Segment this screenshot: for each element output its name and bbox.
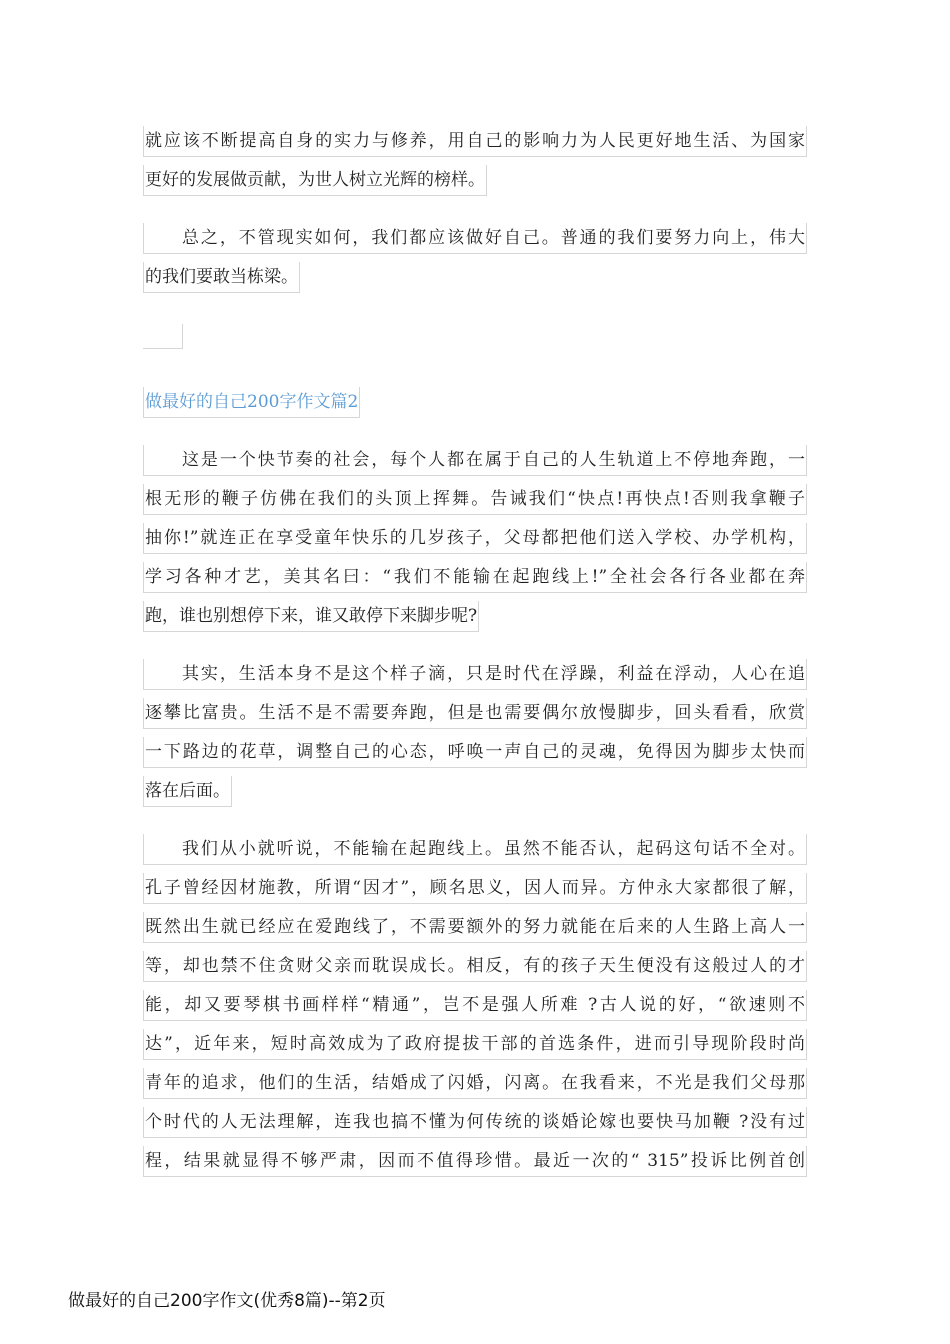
text-line: 逐攀比富贵。生活不是不需要奔跑，但是也需要偶尔放慢脚步，回头看看，欣赏: [143, 698, 807, 729]
text-line: 等，却也禁不住贪财父亲而耽误成长。相反，有的孩子天生便没有这般过人的才: [143, 951, 807, 982]
text-line: 抽你!”就连正在享受童年快乐的几岁孩子，父母都把他们送入学校、办学机构，: [143, 523, 807, 554]
text-line: 达”，近年来，短时高效成为了政府提拔干部的首选条件，进而引导现阶段时尚: [143, 1029, 807, 1060]
text-line: 个时代的人无法理解，连我也搞不懂为何传统的谈婚论嫁也要快马加鞭 ?没有过: [143, 1107, 807, 1138]
text-line: 其实，生活本身不是这个样子滴，只是时代在浮躁，利益在浮动，人心在追: [143, 659, 807, 690]
text-line: 跑，谁也别想停下来，谁又敢停下来脚步呢?: [143, 601, 479, 632]
text-line: 青年的追求，他们的生活，结婚成了闪婚，闪离。在我看来，不光是我们父母那: [143, 1068, 807, 1099]
text-line: 更好的发展做贡献，为世人树立光辉的榜样。: [143, 165, 487, 196]
empty-paragraph: [143, 324, 183, 349]
section-heading: 做最好的自己200字作文篇2: [143, 387, 360, 418]
text-line: 这是一个快节奏的社会，每个人都在属于自己的人生轨道上不停地奔跑，一: [143, 445, 807, 476]
text-line: 学习各种才艺，美其名曰：“我们不能输在起跑线上!”全社会各行各业都在奔: [143, 562, 807, 593]
text-line: 根无形的鞭子仿佛在我们的头顶上挥舞。告诫我们“快点!再快点!否则我拿鞭子: [143, 484, 807, 515]
text-line: 就应该不断提高自身的实力与修养，用自己的影响力为人民更好地生活、为国家: [143, 126, 807, 157]
text-line: 的我们要敢当栋梁。: [143, 262, 300, 293]
text-line: 一下路边的花草，调整自己的心态，呼唤一声自己的灵魂，免得因为脚步太快而: [143, 737, 807, 768]
text-line: 总之，不管现实如何，我们都应该做好自己。普通的我们要努力向上，伟大: [143, 223, 807, 254]
text-line: 孔子曾经因材施教，所谓“因才”，顾名思义，因人而异。方仲永大家都很了解，: [143, 873, 807, 904]
text-line: 能，却又要琴棋书画样样“精通”，岂不是强人所难 ?古人说的好，“欲速则不: [143, 990, 807, 1021]
text-line: 程，结果就显得不够严肃，因而不值得珍惜。最近一次的“ 315”投诉比例首创: [143, 1146, 807, 1177]
page-footer: 做最好的自己200字作文(优秀8篇)--第2页: [68, 1291, 386, 1311]
text-line: 既然出生就已经应在爱跑线了，不需要额外的努力就能在后来的人生路上高人一: [143, 912, 807, 943]
text-line: 落在后面。: [143, 776, 232, 807]
text-line: 我们从小就听说，不能输在起跑线上。虽然不能否认，起码这句话不全对。: [143, 834, 807, 865]
